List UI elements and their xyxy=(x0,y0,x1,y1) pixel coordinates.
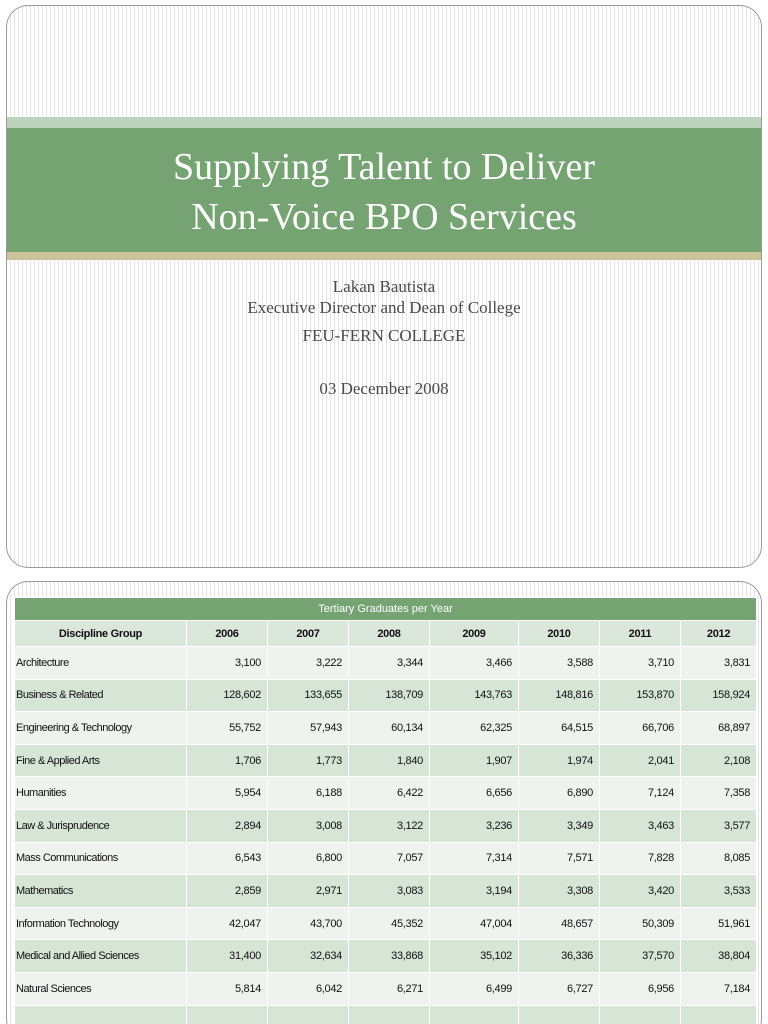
graduates-count-cell: 143,763 xyxy=(430,679,519,712)
graduates-count-cell: 148,816 xyxy=(519,679,600,712)
graduates-count-cell: 35,102 xyxy=(430,940,519,973)
graduates-count-cell: 7,184 xyxy=(681,972,757,1005)
graduates-table-container xyxy=(14,597,756,1024)
table-row xyxy=(15,1005,757,1024)
graduates-count-cell: 3,083 xyxy=(349,875,430,908)
graduates-count-cell: 3,008 xyxy=(268,809,349,842)
graduates-count-cell: 3,222 xyxy=(268,647,349,680)
graduates-count-cell: 47,004 xyxy=(430,907,519,940)
discipline-name-cell: Information Technology xyxy=(15,907,187,940)
graduates-count-cell: 7,124 xyxy=(600,777,681,810)
graduates-count-cell: 6,656 xyxy=(430,777,519,810)
graduates-count-cell: 66,706 xyxy=(600,712,681,745)
graduates-count-cell: 31,400 xyxy=(187,940,268,973)
graduates-count-cell: 42,047 xyxy=(187,907,268,940)
graduates-count-cell xyxy=(349,1005,430,1024)
table-caption: Tertiary Graduates per Year xyxy=(15,598,757,621)
graduates-count-cell: 3,577 xyxy=(681,809,757,842)
graduates-count-cell: 3,463 xyxy=(600,809,681,842)
graduates-count-cell: 7,571 xyxy=(519,842,600,875)
graduates-count-cell: 6,188 xyxy=(268,777,349,810)
graduates-count-cell: 6,499 xyxy=(430,972,519,1005)
graduates-count-cell: 6,727 xyxy=(519,972,600,1005)
graduates-count-cell xyxy=(519,1005,600,1024)
graduates-count-cell: 57,943 xyxy=(268,712,349,745)
graduates-count-cell: 2,894 xyxy=(187,809,268,842)
graduates-count-cell: 36,336 xyxy=(519,940,600,973)
graduates-count-cell: 138,709 xyxy=(349,679,430,712)
graduates-count-cell: 6,271 xyxy=(349,972,430,1005)
graduates-count-cell xyxy=(681,1005,757,1024)
presentation-date: 03 December 2008 xyxy=(319,379,449,398)
graduates-table xyxy=(14,597,757,1024)
college-name: FEU-FERN COLLEGE xyxy=(302,326,466,345)
graduates-count-cell: 158,924 xyxy=(681,679,757,712)
graduates-count-cell: 133,655 xyxy=(268,679,349,712)
graduates-count-cell: 7,314 xyxy=(430,842,519,875)
header-year: 2012 xyxy=(681,621,757,647)
graduates-count-cell: 1,840 xyxy=(349,744,430,777)
presenter-name: Lakan Bautista xyxy=(332,277,436,296)
graduates-count-cell: 6,956 xyxy=(600,972,681,1005)
graduates-count-cell: 3,344 xyxy=(349,647,430,680)
graduates-count-cell: 3,533 xyxy=(681,875,757,908)
graduates-count-cell: 33,868 xyxy=(349,940,430,973)
table-row xyxy=(15,809,757,842)
title-band-accent-top xyxy=(7,117,761,128)
graduates-count-cell: 37,570 xyxy=(600,940,681,973)
graduates-count-cell: 48,657 xyxy=(519,907,600,940)
graduates-count-cell: 3,420 xyxy=(600,875,681,908)
graduates-count-cell: 6,890 xyxy=(519,777,600,810)
graduates-count-cell xyxy=(600,1005,681,1024)
discipline-name-cell xyxy=(15,1005,187,1024)
graduates-count-cell: 3,466 xyxy=(430,647,519,680)
graduates-count-cell: 6,422 xyxy=(349,777,430,810)
graduates-count-cell: 2,859 xyxy=(187,875,268,908)
header-year: 2011 xyxy=(600,621,681,647)
graduates-count-cell: 51,961 xyxy=(681,907,757,940)
table-row xyxy=(15,940,757,973)
graduates-count-cell: 62,325 xyxy=(430,712,519,745)
header-year: 2009 xyxy=(430,621,519,647)
graduates-count-cell: 6,042 xyxy=(268,972,349,1005)
graduates-count-cell: 3,122 xyxy=(349,809,430,842)
graduates-count-cell: 3,100 xyxy=(187,647,268,680)
slide-title xyxy=(7,142,761,242)
header-year: 2008 xyxy=(349,621,430,647)
graduates-count-cell: 2,041 xyxy=(600,744,681,777)
table-row xyxy=(15,744,757,777)
graduates-count-cell: 2,108 xyxy=(681,744,757,777)
graduates-count-cell: 45,352 xyxy=(349,907,430,940)
table-row xyxy=(15,842,757,875)
header-year: 2010 xyxy=(519,621,600,647)
graduates-count-cell: 32,634 xyxy=(268,940,349,973)
graduates-count-cell: 3,308 xyxy=(519,875,600,908)
graduates-count-cell: 1,773 xyxy=(268,744,349,777)
graduates-count-cell xyxy=(187,1005,268,1024)
discipline-name-cell: Mathematics xyxy=(15,875,187,908)
slide-title-line-1: Supplying Talent to Deliver xyxy=(173,146,595,188)
header-discipline-group: Discipline Group xyxy=(15,621,187,647)
table-slide xyxy=(6,581,762,1024)
discipline-name-cell: Medical and Allied Sciences xyxy=(15,940,187,973)
graduates-count-cell: 6,543 xyxy=(187,842,268,875)
table-row xyxy=(15,875,757,908)
graduates-count-cell: 43,700 xyxy=(268,907,349,940)
graduates-count-cell: 64,515 xyxy=(519,712,600,745)
table-row xyxy=(15,679,757,712)
table-header-row xyxy=(15,621,757,647)
graduates-count-cell: 38,804 xyxy=(681,940,757,973)
table-row xyxy=(15,712,757,745)
discipline-name-cell: Engineering & Technology xyxy=(15,712,187,745)
graduates-count-cell: 3,236 xyxy=(430,809,519,842)
graduates-count-cell: 153,870 xyxy=(600,679,681,712)
graduates-count-cell: 2,971 xyxy=(268,875,349,908)
graduates-count-cell: 3,349 xyxy=(519,809,600,842)
graduates-count-cell: 3,831 xyxy=(681,647,757,680)
graduates-count-cell xyxy=(430,1005,519,1024)
graduates-count-cell: 3,194 xyxy=(430,875,519,908)
graduates-count-cell: 1,907 xyxy=(430,744,519,777)
header-year: 2007 xyxy=(268,621,349,647)
graduates-count-cell: 5,954 xyxy=(187,777,268,810)
table-row xyxy=(15,777,757,810)
graduates-count-cell: 8,085 xyxy=(681,842,757,875)
graduates-count-cell: 6,800 xyxy=(268,842,349,875)
discipline-name-cell: Natural Sciences xyxy=(15,972,187,1005)
graduates-count-cell: 68,897 xyxy=(681,712,757,745)
table-row xyxy=(15,647,757,680)
graduates-count-cell: 3,710 xyxy=(600,647,681,680)
table-caption-row xyxy=(15,598,757,621)
table-body xyxy=(15,647,757,1024)
graduates-count-cell: 60,134 xyxy=(349,712,430,745)
discipline-name-cell: Law & Jurisprudence xyxy=(15,809,187,842)
graduates-count-cell: 7,358 xyxy=(681,777,757,810)
discipline-name-cell: Business & Related xyxy=(15,679,187,712)
graduates-count-cell: 7,828 xyxy=(600,842,681,875)
graduates-count-cell: 1,974 xyxy=(519,744,600,777)
graduates-count-cell: 3,588 xyxy=(519,647,600,680)
graduates-count-cell: 50,309 xyxy=(600,907,681,940)
title-slide xyxy=(6,5,762,568)
graduates-count-cell: 128,602 xyxy=(187,679,268,712)
discipline-name-cell: Architecture xyxy=(15,647,187,680)
graduates-count-cell: 1,706 xyxy=(187,744,268,777)
graduates-count-cell: 7,057 xyxy=(349,842,430,875)
graduates-count-cell: 55,752 xyxy=(187,712,268,745)
slide-title-line-2: Non-Voice BPO Services xyxy=(191,196,577,238)
table-row xyxy=(15,972,757,1005)
discipline-name-cell: Humanities xyxy=(15,777,187,810)
header-year: 2006 xyxy=(187,621,268,647)
graduates-count-cell xyxy=(268,1005,349,1024)
presenter-title: Executive Director and Dean of College xyxy=(247,298,521,317)
discipline-name-cell: Fine & Applied Arts xyxy=(15,744,187,777)
graduates-count-cell: 5,814 xyxy=(187,972,268,1005)
table-row xyxy=(15,907,757,940)
discipline-name-cell: Mass Communications xyxy=(15,842,187,875)
title-band-accent-bottom xyxy=(7,252,761,260)
